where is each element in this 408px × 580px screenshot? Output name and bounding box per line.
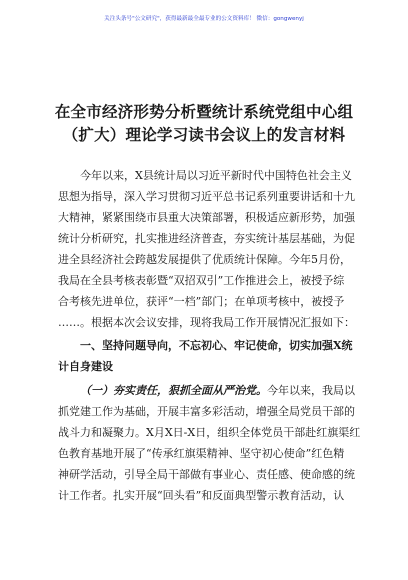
paragraph-2-line-6: 计工作者。扎实开展“回头看”和反面典型警示教育活动，认 bbox=[58, 489, 345, 502]
paragraph-2-line-2: 抓党建工作为基础，开展丰富多彩活动，增强全局党员干部的 bbox=[58, 405, 355, 418]
paragraph-1-line-3: 大精神，紧紧围绕市县重大决策部署，积极适应新形势，加强 bbox=[58, 211, 355, 224]
section-heading-line-2: 计自身建设 bbox=[58, 360, 113, 373]
subheading: （一）夯实责任，狠抓全面从严治党。 bbox=[80, 384, 267, 397]
document-title-line-1: 在全市经济形势分析暨统计系统党组中心组 bbox=[54, 102, 354, 121]
paragraph-1-line-4: 统计分析研究，扎实推进经济普查，夯实统计基层基础，为促 bbox=[58, 232, 355, 245]
paragraph-1-line-7: 合考核先进单位，获评“一档”部门；在单项考核中，被授予 bbox=[58, 295, 345, 308]
document-title-line-2: （扩大）理论学习读书会议上的发言材料 bbox=[62, 125, 346, 144]
paragraph-1-line-8: ……。根据本次会议安排，现将我局工作开展情况汇报如下： bbox=[58, 316, 355, 329]
paragraph-2-line-4: 色教育基地开展了“传承红旗渠精神、坚守初心使命”红色精 bbox=[58, 447, 345, 460]
paragraph-1-line-1: 今年以来，X县统计局以习近平新时代中国特色社会主义 bbox=[80, 169, 352, 182]
paragraph-2-line-1 bbox=[80, 385, 355, 396]
paragraph-2-line-5: 神研学活动，引导全局干部做有事业心、责任感、使命感的统 bbox=[58, 468, 355, 481]
paragraph-2-first-line-text: 今年以来，我局以 bbox=[267, 384, 355, 397]
paragraph-1-line-2: 思想为指导，深入学习贯彻习近平总书记系列重要讲话和十九 bbox=[58, 190, 355, 203]
section-heading-line-1: 一、坚持问题导向，不忘初心、牢记使命，切实加强X统 bbox=[80, 339, 353, 352]
paragraph-2-line-3: 战斗力和凝聚力。X月X日-X日，组织全体党员干部赴红旗渠红 bbox=[58, 426, 361, 439]
paragraph-1-line-6: 我局在全县考核表彰暨“双招双引”工作推进会上，被授予综 bbox=[58, 274, 345, 287]
header-note: 关注头条号"公文研究"，获得最新最全最专业的公文资料库！ 微信：gongwenyj bbox=[104, 16, 304, 22]
paragraph-1-line-5: 进全县经济社会跨越发展提供了优质统计保障。今年5月份， bbox=[58, 253, 351, 266]
